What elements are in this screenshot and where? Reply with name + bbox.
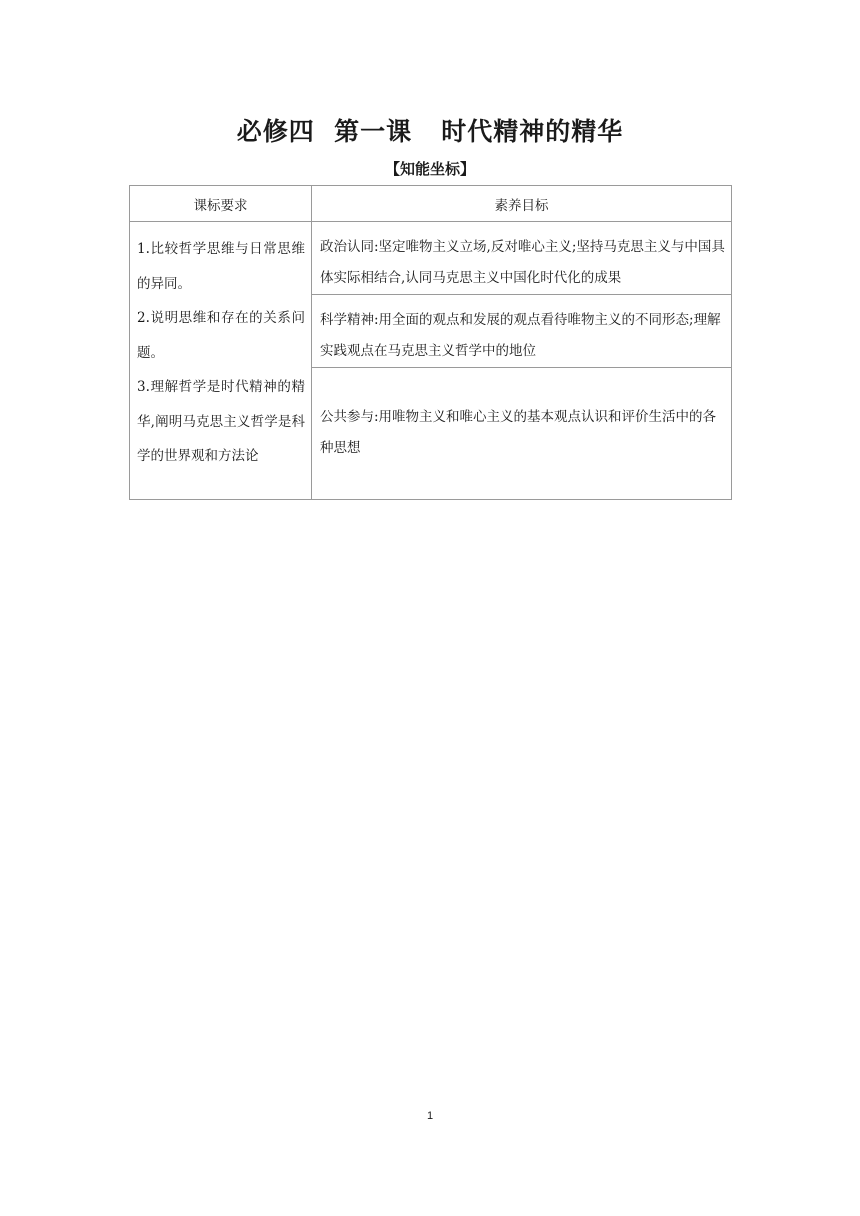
section-subtitle: 【知能坐标】 xyxy=(384,160,475,178)
goal-public-participation-cell xyxy=(312,368,732,500)
table-row xyxy=(130,222,732,295)
requirement-item-1: 1.比较哲学思维与日常思维的异同。 xyxy=(137,241,305,292)
goal-public-participation: 公共参与:用唯物主义和唯心主义的基本观点认识和评价生活中的各种思想 xyxy=(320,409,717,456)
header-literacy-goals: 素养目标 xyxy=(312,186,732,222)
requirement-item-2: 2.说明思维和存在的关系问题。 xyxy=(137,310,305,361)
requirements-cell xyxy=(130,222,312,500)
table-header-row xyxy=(130,186,732,222)
requirement-item-3: 3.理解哲学是时代精神的精华,阐明马克思主义哲学是科学的世界观和方法论 xyxy=(137,379,305,464)
goal-scientific-spirit: 科学精神:用全面的观点和发展的观点看待唯物主义的不同形态;理解实践观点在马克思主义哲学中的地位 xyxy=(312,295,732,368)
standards-table xyxy=(129,185,732,500)
goal-political-identity: 政治认同:坚定唯物主义立场,反对唯心主义;坚持马克思主义与中国具体实际相结合,认同马克思主义中国化时代化的成果 xyxy=(312,222,732,295)
page-title: 必修四 第一课 时代精神的精华 xyxy=(236,117,624,146)
page-number: 1 xyxy=(426,1110,434,1122)
header-curriculum-requirements: 课标要求 xyxy=(130,186,312,222)
